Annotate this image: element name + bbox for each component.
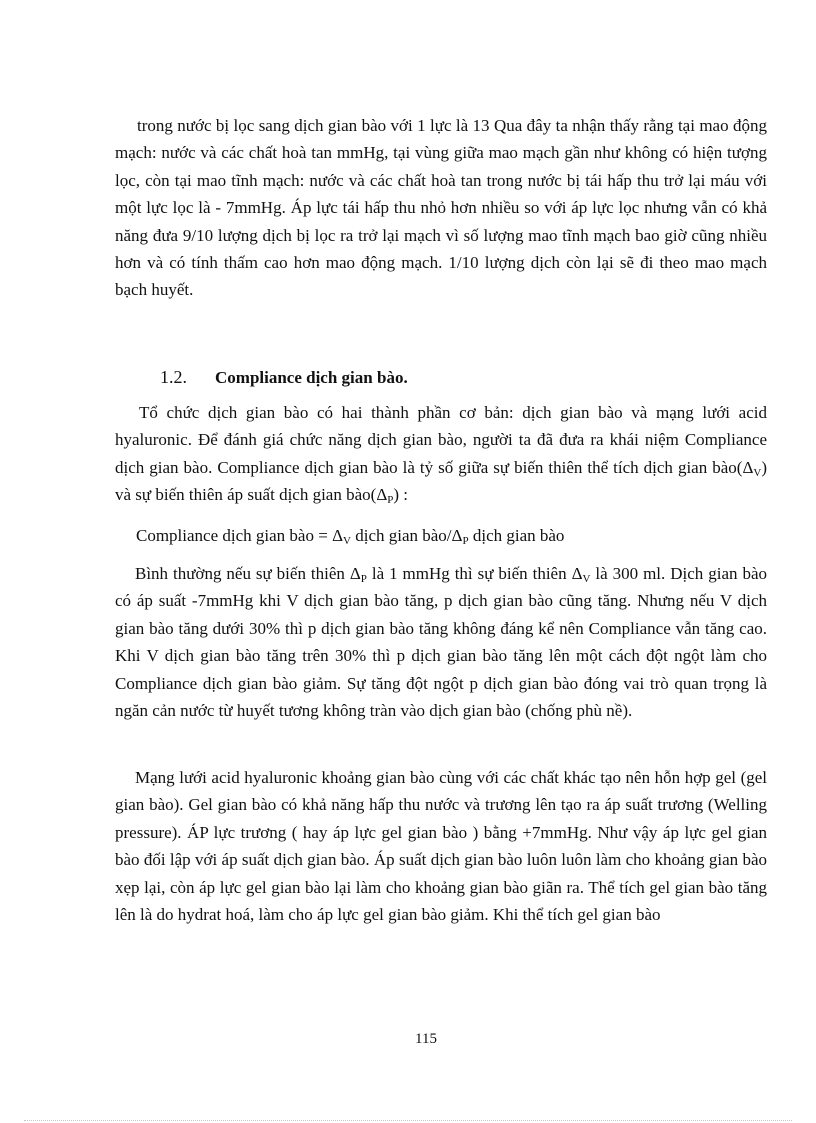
- paragraph-gel: Mạng lưới acid hyaluronic khoảng gian bào cùng với các chất khác tạo nên hỗn hợp gel (gel gian bào). Gel gian bào có khả năng hấp thu nước và trương lên tạo ra áp suất trương (Welling pressure). ÁP lực trương ( hay áp lực gel gian bào ) bằng +7mmHg. Như vậy áp lực gel gian bào đối lập với áp suất dịch gian bào. Áp suất dịch gian bào luôn luôn làm cho khoảng gian bào xẹp lại, còn áp lực gel gian bào lại làm cho khoảng gian bào giãn ra. Thể tích gel gian bào tăng lên là do hydrat hoá, làm cho áp lực gel gian bào giảm. Khi thể tích gel gian bào: [115, 768, 767, 925]
- formula-mid: dịch gian bào/: [350, 526, 452, 545]
- text-segment: là 1 mmHg thì sự biến thiên: [366, 564, 572, 583]
- paragraph-compliance-detail: [115, 560, 767, 724]
- text-segment: Tổ chức dịch gian bào có hai thành phần cơ bản: dịch gian bào và mạng lưới acid hyaluronic. Để đánh giá chức năng dịch gian bào, người ta đã đưa ra khái niệm Compliance dịch gian bào. Compliance dịch gian bào là tỷ số giữa sự biến thiên thể tích dịch gian bào(: [115, 403, 767, 477]
- delta-symbol: Δ: [571, 564, 583, 583]
- text-segment: ) :: [393, 485, 409, 505]
- subscript-v: V: [582, 573, 591, 585]
- subscript-v: V: [753, 466, 762, 479]
- compliance-formula: [136, 522, 564, 549]
- section-number: 1.2.: [160, 367, 187, 387]
- delta-symbol: Δ: [451, 526, 463, 545]
- paragraph-compliance-intro: [115, 399, 767, 509]
- subscript-p: P: [387, 494, 394, 507]
- delta-symbol: Δ: [376, 485, 388, 505]
- subscript-p: P: [462, 535, 469, 547]
- page-bottom-rule: [24, 1120, 792, 1121]
- section-title: Compliance dịch gian bào.: [215, 368, 408, 387]
- text-segment: Bình thường nếu sự biến thiên: [135, 564, 350, 583]
- subscript-v: V: [343, 535, 351, 547]
- formula-rhs: dịch gian bào: [468, 526, 565, 545]
- delta-symbol: Δ: [349, 564, 361, 583]
- subscript-p: P: [360, 573, 367, 585]
- page-number: 115: [415, 1031, 437, 1047]
- formula-lhs: Compliance dịch gian bào =: [136, 526, 333, 545]
- section-heading: [160, 364, 408, 391]
- text-segment: là 300 ml. Dịch gian bào có áp suất -7mmHg khi V dịch gian bào tăng, p dịch gian bào cũng tăng. Nhưng nếu V dịch gian bào tăng dưới 30% thì p dịch gian bào tăng không đáng kể nên Compliance vẫn tăng cao. Khi V dịch gian bào tăng trên 30% thì p dịch gian bào tăng lên một cách đột ngột làm cho Compliance dịch gian bào giảm. Sự tăng đột ngột p dịch gian bào đóng vai trò quan trọng là ngăn cản nước từ huyết tương không tràn vào dịch gian bào (chống phù nề).: [115, 564, 767, 721]
- delta-symbol: Δ: [742, 457, 754, 477]
- paragraph-filtration: trong nước bị lọc sang dịch gian bào với 1 lực là 13 Qua đây ta nhận thấy rằng tại mao động mạch: nước và các chất hoà tan mmHg, tại vùng giữa mao mạch gần như không có hiện tượng lọc, còn tại mao tĩnh mạch: nước và các chất hoà tan trong nước bị tái hấp thu trở lại máu với một lực lọc là - 7mmHg. Áp lực tái hấp thu nhỏ hơn nhiều so với áp lực lọc nhưng vẫn có khả năng đưa 9/10 lượng dịch bị lọc ra trở lại mạch vì số lượng mao tĩnh mạch bao giờ cũng nhiều hơn và có tính thấm cao hơn mao động mạch. 1/10 lượng dịch còn lại sẽ đi theo mao mạch bạch huyết.: [115, 116, 767, 300]
- text-segment: ) và sự biến thiên áp suất dịch gian bào(: [115, 457, 767, 505]
- delta-symbol: Δ: [332, 526, 344, 545]
